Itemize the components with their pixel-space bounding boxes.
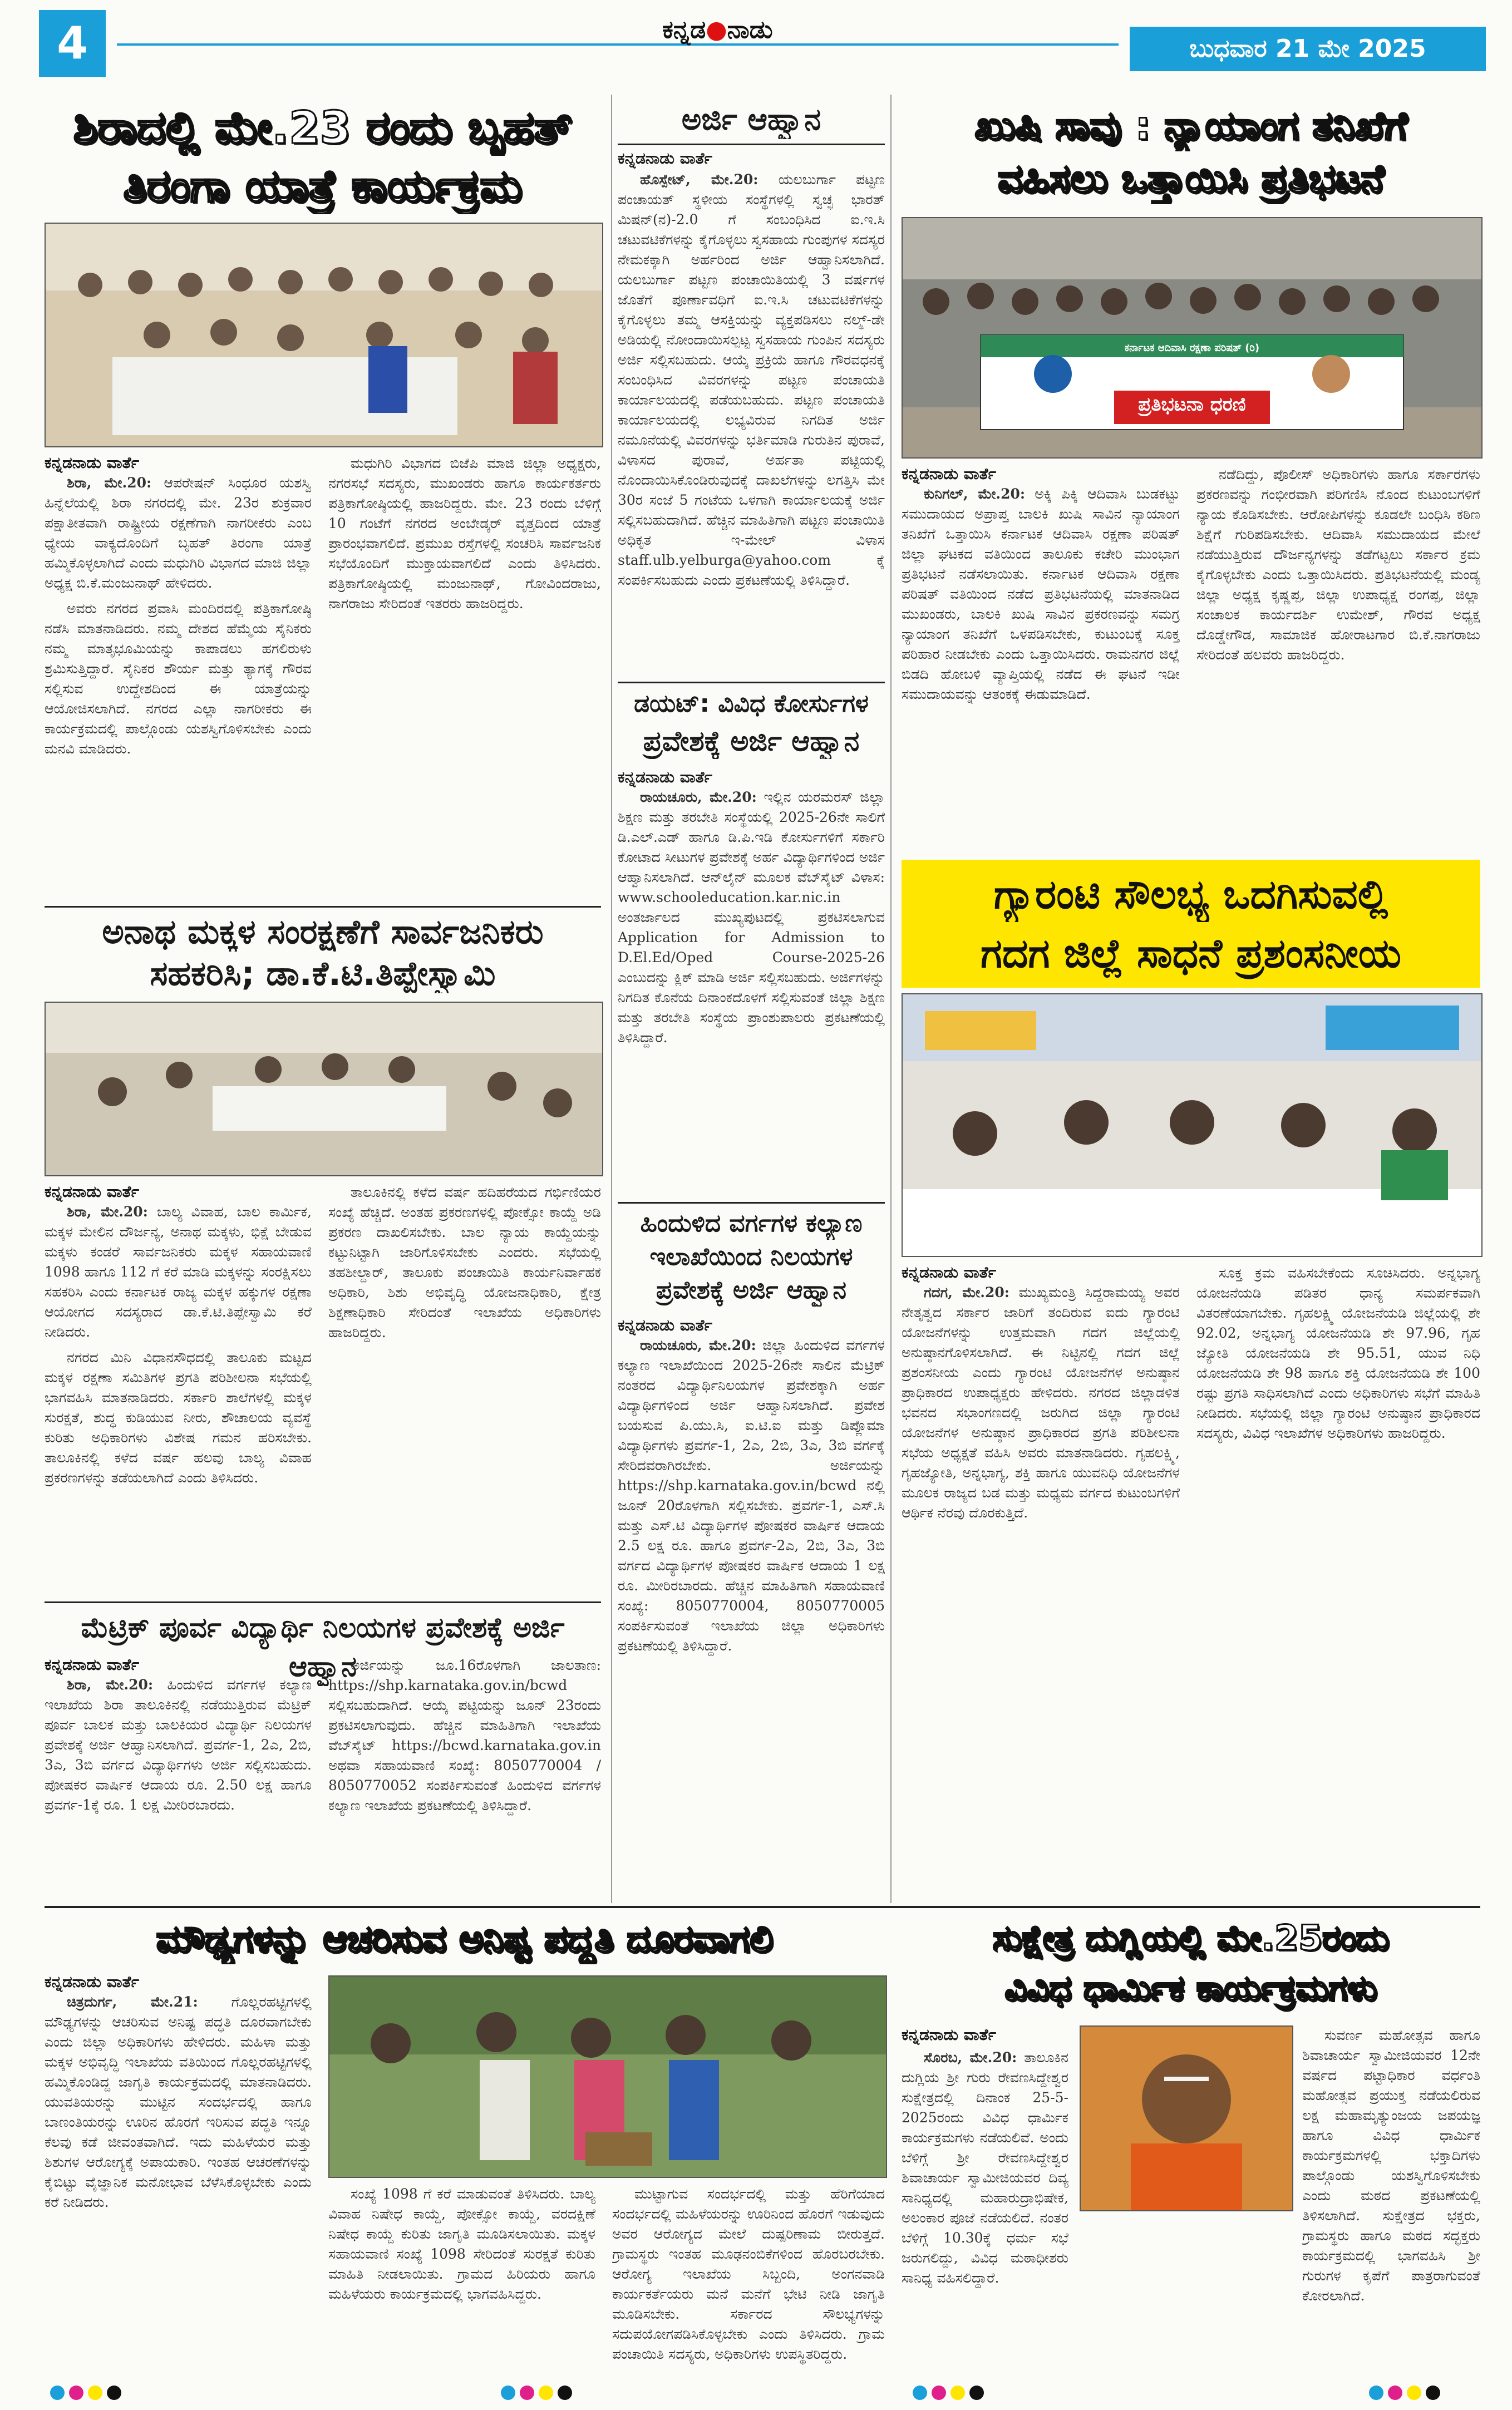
a1-text3: ಮಧುಗಿರಿ ವಿಭಾಗದ ಬಿಜೆಪಿ ಮಾಜಿ ಜಿಲ್ಲಾ ಅಧ್ಯಕ್ಷರು, ನಗರಸಭೆ ಸದಸ್ಯರು, ಮುಖಂಡರು ಹಾಗೂ ಕಾರ್ಯಕರ್ತರು ಪತ್ರಿಕಾಗೋಷ್ಠಿಯಲ್ಲಿ ಹಾಜರಿದ್ದರು. ಮೇ. 23 ರಂದು ಬೆಳಿಗ್ಗೆ 10 ಗಂಟೆಗೆ ನಗರದ ಅಂಬೇಡ್ಕರ್ ವೃತ್ತದಿಂದ ಯಾತ್ರೆ ಪ್ರಾರಂಭವಾಗಲಿದೆ. ಪ್ರಮುಖ ರಸ್ತೆಗಳಲ್ಲಿ ಸಂಚರಿಸಿ ಸಾರ್ವಜನಿಕ ಸಭೆಯೊಂದಿಗೆ ಮುಕ್ತಾಯವಾಗಲಿದೆ ಎಂದು ತಿಳಿಸಿದರು. ಪತ್ರಿಕಾಗೋಷ್ಠಿಯಲ್ಲಿ ಮಂಜುನಾಥ್, ಗೋವಿಂದರಾಜು, ನಾಗರಾಜು ಸೇರಿದಂತೆ ಇತರರು ಹಾಜರಿದ್ದರು. xyxy=(328,455,601,612)
a10-byline: ಕನ್ನಡನಾಡು ವಾರ್ತೆ xyxy=(902,2025,997,2044)
a1-photo xyxy=(45,223,603,447)
a1-title-line1: ಶಿರಾದಲ್ಲಿ ಮೇ.23 ರಂದು ಬೃಹತ್ xyxy=(73,102,573,154)
a5-text: ಇಲ್ಲಿನ ಯರಮರಸ್ ಜಿಲ್ಲಾ ಶಿಕ್ಷಣ ಮತ್ತು ತರಬೇತಿ ಸಂಸ್ಥೆಯಲ್ಲಿ 2025-26ನೇ ಸಾಲಿಗೆ ಡಿ.ಎಲ್.ಎಡ್ ಹಾಗೂ ಡಿ.ಪಿ.ಇಡಿ ಕೋರ್ಸುಗಳಿಗೆ ಸರ್ಕಾರಿ ಕೋಟಾದ ಸೀಟುಗಳ ಪ್ರವೇಶಕ್ಕೆ ಅರ್ಹ ವಿದ್ಯಾರ್ಥಿಗಳಿಂದ ಅರ್ಜಿ ಆಹ್ವಾನಿಸಲಾಗಿದೆ. ಆನ್‌ಲೈನ್ ಮೂಲಕ ವೆಬ್‌ಸೈಟ್ ವಿಳಾಸ: www.schooleducation.kar.nic.in ಅಂತರ್ಜಾಲದ ಮುಖ್ಯಪುಟದಲ್ಲಿ ಪ್ರಕಟಿಸಲಾಗುವ Application for Admission to D.El.Ed/Oped Course-2025-26 ಎಂಬುದನ್ನು ಕ್ಲಿಕ್ ಮಾಡಿ ಅರ್ಜಿ ಸಲ್ಲಿಸಬಹುದು. ಅರ್ಜಿಗಳನ್ನು ನಿಗದಿತ ಕೊನೆಯ ದಿನಾಂಕದೊಳಗೆ ಸಲ್ಲಿಸುವಂತೆ ಜಿಲ್ಲಾ ಶಿಕ್ಷಣ ಮತ್ತು ತರಬೇತಿ ಸಂಸ್ಥೆಯ ಪ್ರಾಂಶುಪಾಲರು ಪ್ರಕಟಣೆಯಲ್ಲಿ ತಿಳಿಸಿದ್ದಾರೆ. xyxy=(618,789,885,1046)
divider xyxy=(618,682,885,683)
a1-body-col2 xyxy=(328,454,601,901)
a10-body-col2 xyxy=(1302,2025,1480,2370)
masthead xyxy=(662,16,773,44)
a2-body-col2 xyxy=(328,1182,601,1597)
divider xyxy=(618,1202,885,1204)
a10-place: ಸೊರಬ, ಮೇ.20: xyxy=(924,2049,1017,2066)
masthead-b: ನಾಡು xyxy=(727,16,773,44)
a8-place: ಗದಗ, ಮೇ.20: xyxy=(924,1284,1010,1300)
a8-byline: ಕನ್ನಡನಾಡು ವಾರ್ತೆ xyxy=(902,1263,997,1282)
a7-title-line1: ಖುಷಿ ಸಾವು : ನ್ಯಾಯಾಂಗ ತನಿಖೆಗೆ xyxy=(974,103,1407,149)
swamiji-portrait-icon xyxy=(1081,2027,1292,2210)
a4-text: ಯಲಬುರ್ಗಾ ಪಟ್ಟಣ ಪಂಚಾಯತ್ ಸ್ಥಳೀಯ ಸಂಸ್ಥೆಗಳಲ್ಲಿ ಸ್ವಚ್ಛ ಭಾರತ್ ಮಿಷನ್(ನ)-2.0 ಗೆ ಸಂಬಂಧಿಸಿದ ಐ.ಇ.ಸಿ ಚಟುವಟಿಕೆಗಳನ್ನು ಕೈಗೊಳ್ಳಲು ಸ್ವಸಹಾಯ ಗುಂಪುಗಳ ಸದಸ್ಯರ ನೇಮಕಕ್ಕಾಗಿ ಅರ್ಹರಿಂದ ಅರ್ಜಿ ಆಹ್ವಾನಿಸಲಾಗಿದೆ. ಯಲಬುರ್ಗಾ ಪಟ್ಟಣ ಪಂಚಾಯಿತಿಯಲ್ಲಿ 3 ವರ್ಷಗಳ ಜೊತೆಗೆ ಪೂರ್ಣಾವಧಿಗೆ ಐ.ಇ.ಸಿ ಚಟುವಟಿಕೆಗಳನ್ನು ಕೈಗೊಳ್ಳಲು ತಮ್ಮ ಆಸಕ್ತಿಯನ್ನು ವ್ಯಕ್ತಪಡಿಸಲು ನಲ್ಮ್-ಡೇ ಅಡಿಯಲ್ಲಿ ನೋಂದಾಯಿಸಲ್ಪಟ್ಟ ಸ್ವಸಹಾಯ ಗುಂಪಿನ ಸದಸ್ಯರು ಅರ್ಜಿ ಸಲ್ಲಿಸಬಹುದು. ಆಯ್ಕೆ ಪ್ರಕ್ರಿಯೆ ಹಾಗೂ ಗೌರವಧನಕ್ಕೆ ಸಂಬಂಧಿಸಿದ ವಿವರಗಳನ್ನು ಪಟ್ಟಣ ಪಂಚಾಯತಿ ಕಾರ್ಯಾಲಯದಲ್ಲಿ ಪಡೆಯಬಹುದು. ಪಟ್ಟಣ ಪಂಚಾಯತಿ ಕಾರ್ಯಾಲಯದಲ್ಲಿ ಲಭ್ಯವಿರುವ ನಿಗದಿತ ಅರ್ಜಿ ನಮೂನೆಯಲ್ಲಿ ವಿವರಗಳನ್ನು ಭರ್ತಿಮಾಡಿ ಗುರುತಿನ ಪುರಾವೆ, ವಿಳಾಸದ ಪುರಾವೆ, ಅರ್ಹತಾ ಪಟ್ಟಿಯಲ್ಲಿ ನೊಂದಾಯಿಸಿಕೊಂಡಿರುವುದಕ್ಕೆ ದಾಖಲೆಗಳನ್ನು ಲಗತ್ತಿಸಿ ಮೇ 30ರ ಸಂಜೆ 5 ಗಂಟೆಯ ಒಳಗಾಗಿ ಕಾರ್ಯಾಲಯಕ್ಕೆ ಅರ್ಜಿ ಸಲ್ಲಿಸಬಹುದಾಗಿದೆ. ಹೆಚ್ಚಿನ ಮಾಹಿತಿಗಾಗಿ ಪಟ್ಟಣ ಪಂಚಾಯಿತಿ ಅಧಿಕೃತ ಇ-ಮೇಲ್ ವಿಳಾಸ staff.ulb.yelburga@yahoo.com ಕ್ಕೆ ಸಂಪರ್ಕಿಸಬಹುದು ಎಂದು ಪ್ರಕಟಣೆಯಲ್ಲಿ ತಿಳಿಸಿದ್ದಾರೆ. xyxy=(618,171,885,588)
a6-title-line1: ಹಿಂದುಳಿದ ವರ್ಗಗಳ ಕಲ್ಯಾಣ xyxy=(640,1209,863,1238)
a9-body-col1 xyxy=(45,1992,312,2370)
a1-title-line2: ತಿರಂಗಾ ಯಾತ್ರೆ ಕಾರ್ಯಕ್ರಮ xyxy=(123,160,523,212)
a6-place: ರಾಯಚೂರು, ಮೇ.20: xyxy=(640,1337,756,1353)
officials-photo-icon xyxy=(903,994,1481,1256)
a10-text2: ಸುವರ್ಣ ಮಹೋತ್ಸವ ಹಾಗೂ ಶಿವಾಚಾರ್ಯ ಸ್ವಾಮೀಜಿಯವರ 12ನೇ ವರ್ಷದ ಪಟ್ಟಾಧಿಕಾರ ವರ್ಧಂತಿ ಮಹೋತ್ಸವ ಪ್ರಯುಕ್ತ ನಡೆಯಲಿರುವ ಲಕ್ಷ ಮಹಾಮೃತ್ಯುಂಜಯ ಜಪಯಜ್ಞ ಹಾಗೂ ವಿವಿಧ ಧಾರ್ಮಿಕ ಕಾರ್ಯಕ್ರಮಗಳಲ್ಲಿ ಭಕ್ತಾದಿಗಳು ಪಾಲ್ಗೊಂಡು ಯಶಸ್ವಿಗೊಳಿಸಬೇಕು ಎಂದು ಮಠದ ಪ್ರಕಟಣೆಯಲ್ಲಿ ತಿಳಿಸಲಾಗಿದೆ. ಸುಕ್ಷೇತ್ರದ ಭಕ್ತರು, ಗ್ರಾಮಸ್ಥರು ಹಾಗೂ ಮಠದ ಸದ್ಭಕ್ತರು ಕಾರ್ಯಕ್ರಮದಲ್ಲಿ ಭಾಗವಹಿಸಿ ಶ್ರೀ ಗುರುಗಳ ಕೃಪೆಗೆ ಪಾತ್ರರಾಗುವಂತೆ ಕೋರಲಾಗಿದೆ. xyxy=(1302,2027,1480,2304)
a8-text1: ಮುಖ್ಯಮಂತ್ರಿ ಸಿದ್ದರಾಮಯ್ಯ ಅವರ ನೇತೃತ್ವದ ಸರ್ಕಾರ ಜಾರಿಗೆ ತಂದಿರುವ ಐದು ಗ್ಯಾರಂಟಿ ಯೋಜನೆಗಳನ್ನು ಉತ್ತಮವಾಗಿ ಗದಗ ಜಿಲ್ಲೆಯಲ್ಲಿ ಅನುಷ್ಠಾನಗೊಳಿಸಲಾಗಿದೆ. ಈ ನಿಟ್ಟಿನಲ್ಲಿ ಗದಗ ಜಿಲ್ಲೆ ಪ್ರಶಂಸನೀಯ ಎಂದು ಗ್ಯಾರಂಟಿ ಯೋಜನೆಗಳ ಅನುಷ್ಠಾನ ಪ್ರಾಧಿಕಾರದ ಉಪಾಧ್ಯಕ್ಷರು ಹೇಳಿದರು. ನಗರದ ಜಿಲ್ಲಾಡಳಿತ ಭವನದ ಸಭಾಂಗಣದಲ್ಲಿ ಜರುಗಿದ ಜಿಲ್ಲಾ ಗ್ಯಾರಂಟಿ ಯೋಜನೆಗಳ ಅನುಷ್ಠಾನ ಪ್ರಾಧಿಕಾರದ ಪ್ರಗತಿ ಪರಿಶೀಲನಾ ಸಭೆಯ ಅಧ್ಯಕ್ಷತೆ ವಹಿಸಿ ಅವರು ಮಾತನಾಡಿದರು. ಗೃಹಲಕ್ಷ್ಮಿ, ಗೃಹಜ್ಯೋತಿ, ಅನ್ನಭಾಗ್ಯ, ಶಕ್ತಿ ಹಾಗೂ ಯುವನಿಧಿ ಯೋಜನೆಗಳ ಮೂಲಕ ರಾಜ್ಯದ ಬಡ ಮತ್ತು ಮಧ್ಯಮ ವರ್ಗದ ಕುಟುಂಬಗಳಿಗೆ ಆರ್ಥಿಕ ನೆರವು ದೊರಕುತ್ತಿದೆ. xyxy=(902,1284,1180,1521)
a9-text3: ಮುಟ್ಟಾಗುವ ಸಂದರ್ಭದಲ್ಲಿ ಮತ್ತು ಹೆರಿಗೆಯಾದ ಸಂದರ್ಭದಲ್ಲಿ ಮಹಿಳೆಯರನ್ನು ಊರಿನಿಂದ ಹೊರಗೆ ಇಡುವುದು ಅವರ ಆರೋಗ್ಯದ ಮೇಲೆ ದುಷ್ಪರಿಣಾಮ ಬೀರುತ್ತದೆ. ಗ್ರಾಮಸ್ಥರು ಇಂತಹ ಮೂಢನಂಬಿಕೆಗಳಿಂದ ಹೊರಬರಬೇಕು. ಆರೋಗ್ಯ ಇಲಾಖೆಯ ಸಿಬ್ಬಂದಿ, ಅಂಗನವಾಡಿ ಕಾರ್ಯಕರ್ತೆಯರು ಮನೆ ಮನೆಗೆ ಭೇಟಿ ನೀಡಿ ಜಾಗೃತಿ ಮೂಡಿಸಬೇಕು. ಸರ್ಕಾರದ ಸೌಲಭ್ಯಗಳನ್ನು ಸದುಪಯೋಗಪಡಿಸಿಕೊಳ್ಳಬೇಕು ಎಂದು ತಿಳಿಸಿದರು. ಗ್ರಾಮ ಪಂಚಾಯಿತಿ ಸದಸ್ಯರು, ಅಧಿಕಾರಿಗಳು ಉಪಸ್ಥಿತರಿದ್ದರು. xyxy=(612,2186,885,2362)
a10-body-col1 xyxy=(902,2048,1068,2370)
a9-text2: ಸಂಖ್ಯೆ 1098 ಗೆ ಕರೆ ಮಾಡುವಂತೆ ತಿಳಿಸಿದರು. ಬಾಲ್ಯ ವಿವಾಹ ನಿಷೇಧ ಕಾಯ್ದೆ, ಪೋಕ್ಸೋ ಕಾಯ್ದೆ, ವರದಕ್ಷಿಣೆ ನಿಷೇಧ ಕಾಯ್ದೆ ಕುರಿತು ಜಾಗೃತಿ ಮೂಡಿಸಲಾಯಿತು. ಮಕ್ಕಳ ಸಹಾಯವಾಣಿ ಸಂಖ್ಯೆ 1098 ಸೇರಿದಂತೆ ಸುರಕ್ಷತೆ ಕುರಿತು ಮಾಹಿತಿ ನೀಡಲಾಯಿತು. ಗ್ರಾಮದ ಹಿರಿಯರು ಹಾಗೂ ಮಹಿಳೆಯರು ಕಾರ್ಯಕ್ರಮದಲ್ಲಿ ಭಾಗವಹಿಸಿದ್ದರು. xyxy=(328,2186,595,2302)
a7-banner: ಪ್ರತಿಭಟನಾ ಧರಣಿ xyxy=(1138,393,1246,416)
a3-place: ಶಿರಾ, ಮೇ.20: xyxy=(67,1677,154,1693)
a9-text1: ಗೊಲ್ಲರಹಟ್ಟಿಗಳಲ್ಲಿ ಮೌಢ್ಯಗಳನ್ನು ಆಚರಿಸುವ ಅನಿಷ್ಟ ಪದ್ಧತಿ ದೂರವಾಗಬೇಕು ಎಂದು ಜಿಲ್ಲಾ ಅಧಿಕಾರಿಗಳು ಹೇಳಿದರು. ಮಹಿಳಾ ಮತ್ತು ಮಕ್ಕಳ ಅಭಿವೃದ್ಧಿ ಇಲಾಖೆಯ ವತಿಯಿಂದ ಗೊಲ್ಲರಹಟ್ಟಿಗಳಲ್ಲಿ ಹಮ್ಮಿಕೊಂಡಿದ್ದ ಜಾಗೃತಿ ಕಾರ್ಯಕ್ರಮದಲ್ಲಿ ಮಾತನಾಡಿದರು. ಯುವತಿಯರನ್ನು ಮುಟ್ಟಿನ ಸಂದರ್ಭದಲ್ಲಿ ಹಾಗೂ ಬಾಣಂತಿಯರನ್ನು ಊರಿನ ಹೊರಗೆ ಇರಿಸುವ ಪದ್ಧತಿ ಇನ್ನೂ ಕೆಲವು ಕಡೆ ಜೀವಂತವಾಗಿದೆ. ಇದು ಮಹಿಳೆಯರ ಮತ್ತು ಶಿಶುಗಳ ಆರೋಗ್ಯಕ್ಕೆ ಅಪಾಯಕಾರಿ. ಇಂತಹ ಆಚರಣೆಗಳನ್ನು ಕೈಬಿಟ್ಟು ವೈಜ್ಞಾನಿಕ ಮನೋಭಾವ ಬೆಳೆಸಿಕೊಳ್ಳಬೇಕು ಎಂದು ಕರೆ ನೀಡಿದರು. xyxy=(45,1994,312,2210)
a6-body xyxy=(618,1335,885,1898)
a1-body-col1 xyxy=(45,473,312,901)
a5-byline: ಕನ್ನಡನಾಡು ವಾರ್ತೆ xyxy=(618,768,713,786)
column-separator xyxy=(611,95,612,1903)
a9-body-col3 xyxy=(612,2184,885,2370)
divider xyxy=(45,1906,1480,1908)
a5-title-line1: ಡಯಟ್: ವಿವಿಧ ಕೋರ್ಸುಗಳ xyxy=(634,689,869,718)
a3-text2: ಅರ್ಜಿಯನ್ನು ಜೂ.16ರೊಳಗಾಗಿ ಜಾಲತಾಣ: https://shp.karnataka.gov.in/bcwd ಸಲ್ಲಿಸಬಹುದಾಗಿದೆ. ಆಯ್ಕೆ ಪಟ್ಟಿಯನ್ನು ಜೂನ್ 23ರಂದು ಪ್ರಕಟಿಸಲಾಗುವುದು. ಹೆಚ್ಚಿನ ಮಾಹಿತಿಗಾಗಿ ಇಲಾಖೆಯ ವೆಬ್‌ಸೈಟ್ https://bcwd.karnataka.gov.in ಅಥವಾ ಸಹಾಯವಾಣಿ ಸಂಖ್ಯೆ: 8050770004 / 8050770052 ಸಂಪರ್ಕಿಸುವಂತೆ ಹಿಂದುಳಿದ ವರ್ಗಗಳ ಕಲ್ಯಾಣ ಇಲಾಖೆಯ ಪ್ರಕಟಣೆಯಲ್ಲಿ ತಿಳಿಸಿದ್ದಾರೆ. xyxy=(328,1657,601,1813)
a3-text1: ಹಿಂದುಳಿದ ವರ್ಗಗಳ ಕಲ್ಯಾಣ ಇಲಾಖೆಯ ಶಿರಾ ತಾಲೂಕಿನಲ್ಲಿ ನಡೆಯುತ್ತಿರುವ ಮೆಟ್ರಿಕ್ ಪೂರ್ವ ಬಾಲಕ ಮತ್ತು ಬಾಲಕಿಯರ ವಿದ್ಯಾರ್ಥಿ ನಿಲಯಗಳ ಪ್ರವೇಶಕ್ಕೆ ಅರ್ಜಿ ಆಹ್ವಾನಿಸಲಾಗಿದೆ. ಪ್ರವರ್ಗ-1, 2ಎ, 2ಬಿ, 3ಎ, 3ಬಿ ವರ್ಗದ ವಿದ್ಯಾರ್ಥಿಗಳು ಅರ್ಜಿ ಸಲ್ಲಿಸಬಹುದು. ಪೋಷಕರ ವಾರ್ಷಿಕ ಆದಾಯ ರೂ. 2.50 ಲಕ್ಷ ಹಾಗೂ ಪ್ರವರ್ಗ-1ಕ್ಕೆ ರೂ. 1 ಲಕ್ಷ ಮೀರಿರಬಾರದು. xyxy=(45,1677,312,1813)
registration-marks xyxy=(913,2386,988,2402)
a5-place: ರಾಯಚೂರು, ಮೇ.20: xyxy=(640,789,757,805)
registration-marks xyxy=(1369,2386,1445,2402)
registration-marks xyxy=(501,2386,577,2402)
issue-date: ಬುಧವಾರ 21 ಮೇ 2025 xyxy=(1130,27,1486,71)
a8-body-col1 xyxy=(902,1283,1180,1898)
divider xyxy=(45,906,601,908)
a6-title-line3: ಪ್ರವೇಶಕ್ಕೆ ಅರ್ಜಿ ಆಹ್ವಾನ xyxy=(656,1276,847,1304)
a7-body-col2 xyxy=(1196,465,1480,851)
a7-photo xyxy=(902,217,1483,459)
a4-body xyxy=(618,170,885,676)
plant-ceremony-photo-icon xyxy=(329,1977,886,2177)
a7-byline: ಕನ್ನಡನಾಡು ವಾರ್ತೆ xyxy=(902,465,997,483)
a7-banner-top: ಕರ್ನಾಟಕ ಆದಿವಾಸಿ ರಕ್ಷಣಾ ಪರಿಷತ್ (ರಿ) xyxy=(1124,342,1260,354)
a4-title: ಅರ್ಜಿ ಆಹ್ವಾನ xyxy=(681,102,821,137)
header-rule xyxy=(117,43,1119,46)
a8-title-line2: ಗದಗ ಜಿಲ್ಲೆ ಸಾಧನೆ ಪ್ರಶಂಸನೀಯ xyxy=(981,930,1401,977)
a3-body-col2 xyxy=(328,1655,601,1898)
a3-body-col1 xyxy=(45,1675,312,1898)
a2-place: ಶಿರಾ, ಮೇ.20: xyxy=(67,1204,148,1220)
a9-byline: ಕನ್ನಡನಾಡು ವಾರ್ತೆ xyxy=(45,1973,140,1991)
a8-text2: ಸೂಕ್ತ ಕ್ರಮ ವಹಿಸಬೇಕೆಂದು ಸೂಚಿಸಿದರು. ಅನ್ನಭಾಗ್ಯ ಯೋಜನೆಯಡಿ ಪಡಿತರ ಧಾನ್ಯ ಸಮರ್ಪಕವಾಗಿ ವಿತರಣೆಯಾಗಬೇಕು. ಗೃಹಲಕ್ಷ್ಮಿ ಯೋಜನೆಯಡಿ ಜಿಲ್ಲೆಯಲ್ಲಿ ಶೇ 92.02, ಅನ್ನಭಾಗ್ಯ ಯೋಜನೆಯಡಿ ಶೇ 97.96, ಗೃಹ ಜ್ಯೋತಿ ಯೋಜನೆಯಡಿ ಶೇ 95.51, ಯುವ ನಿಧಿ ಯೋಜನೆಯಡಿ ಶೇ 98 ಹಾಗೂ ಶಕ್ತಿ ಯೋಜನೆಯಡಿ ಶೇ 100 ರಷ್ಟು ಪ್ರಗತಿ ಸಾಧಿಸಲಾಗಿದೆ ಎಂದು ಅಧಿಕಾರಿಗಳು ಸಭೆಗೆ ಮಾಹಿತಿ ನೀಡಿದರು. ಸಭೆಯಲ್ಲಿ ಜಿಲ್ಲಾ ಗ್ಯಾರಂಟಿ ಅನುಷ್ಠಾನ ಪ್ರಾಧಿಕಾರದ ಸದಸ್ಯರು, ವಿವಿಧ ಇಲಾಖೆಗಳ ಅಧಿಕಾರಿಗಳು ಹಾಜರಿದ್ದರು. xyxy=(1196,1265,1480,1441)
a1-text2: ಅವರು ನಗರದ ಪ್ರವಾಸಿ ಮಂದಿರದಲ್ಲಿ ಪತ್ರಿಕಾಗೋಷ್ಠಿ ನಡೆಸಿ ಮಾತನಾಡಿದರು. ನಮ್ಮ ದೇಶದ ಹೆಮ್ಮೆಯ ಸೈನಿಕರು ನಮ್ಮ ಮಾತೃಭೂಮಿಯನ್ನು ಕಾಪಾಡಲು ಹಗಲಿರುಳು ಶ್ರಮಿಸುತ್ತಿದ್ದಾರೆ. ಸೈನಿಕರ ಶೌರ್ಯ ಮತ್ತು ತ್ಯಾಗಕ್ಕೆ ಗೌರವ ಸಲ್ಲಿಸುವ ಉದ್ದೇಶದಿಂದ ಈ ಯಾತ್ರೆಯನ್ನು ಆಯೋಜಿಸಲಾಗಿದೆ. ನಗರದ ಎಲ್ಲಾ ನಾಗರೀಕರು ಈ ಕಾರ್ಯಕ್ರಮದಲ್ಲಿ ಪಾಲ್ಗೊಂಡು ಯಶಸ್ವಿಗೊಳಿಸಬೇಕು ಎಂದು ಮನವಿ ಮಾಡಿದರು. xyxy=(45,600,312,757)
a2-title-line2: ಸಹಕರಿಸಿ; ಡಾ.ಕೆ.ಟಿ.ತಿಪ್ಪೇಸ್ವಾಮಿ xyxy=(150,954,496,993)
a8-title-banner xyxy=(902,860,1480,988)
a2-text3: ತಾಲೂಕಿನಲ್ಲಿ ಕಳೆದ ವರ್ಷ ಹದಿಹರೆಯದ ಗರ್ಭಿಣಿಯರ ಸಂಖ್ಯೆ ಹೆಚ್ಚಿದೆ. ಅಂತಹ ಪ್ರಕರಣಗಳಲ್ಲಿ ಪೋಕ್ಸೋ ಕಾಯ್ದೆ ಅಡಿ ಪ್ರಕರಣ ದಾಖಲಿಸಬೇಕು. ಬಾಲ ನ್ಯಾಯ ಕಾಯ್ದೆಯನ್ನು ಕಟ್ಟುನಿಟ್ಟಾಗಿ ಜಾರಿಗೊಳಿಸಬೇಕು ಎಂದರು. ಸಭೆಯಲ್ಲಿ ತಹಶೀಲ್ದಾರ್, ತಾಲೂಕು ಪಂಚಾಯಿತಿ ಕಾರ್ಯನಿರ್ವಾಹಕ ಅಧಿಕಾರಿ, ಶಿಶು ಅಭಿವೃದ್ಧಿ ಯೋಜನಾಧಿಕಾರಿ, ಕ್ಷೇತ್ರ ಶಿಕ್ಷಣಾಧಿಕಾರಿ ಸೇರಿದಂತೆ ಇಲಾಖೆಯ ಅಧಿಕಾರಿಗಳು ಹಾಜರಿದ್ದರು. xyxy=(328,1184,601,1340)
a10-title-line1: ಸುಕ್ಷೇತ್ರ ದುಗ್ಲಿಯಲ್ಲಿ ಮೇ.25ರಂದು xyxy=(992,1918,1390,1958)
a2-body-col1 xyxy=(45,1202,312,1597)
a9-photo xyxy=(328,1975,887,2178)
a2-text2: ನಗರದ ಮಿನಿ ವಿಧಾನಸೌಧದಲ್ಲಿ ತಾಲೂಕು ಮಟ್ಟದ ಮಕ್ಕಳ ರಕ್ಷಣಾ ಸಮಿತಿಗಳ ಪ್ರಗತಿ ಪರಿಶೀಲನಾ ಸಭೆಯಲ್ಲಿ ಭಾಗವಹಿಸಿ ಮಾತನಾಡಿದರು. ಸರ್ಕಾರಿ ಶಾಲೆಗಳಲ್ಲಿ ಮಕ್ಕಳ ಸುರಕ್ಷತೆ, ಶುದ್ಧ ಕುಡಿಯುವ ನೀರು, ಶೌಚಾಲಯ ವ್ಯವಸ್ಥೆ ಕುರಿತು ಅಧಿಕಾರಿಗಳು ವಿಶೇಷ ಗಮನ ಹರಿಸಬೇಕು. ತಾಲೂಕಿನಲ್ಲಿ ಕಳೆದ ವರ್ಷ ಹಲವು ಬಾಲ್ಯ ವಿವಾಹ ಪ್ರಕರಣಗಳನ್ನು ತಡೆಯಲಾಗಿದೆ ಎಂದು ತಿಳಿಸಿದರು. xyxy=(45,1349,312,1486)
page-header xyxy=(39,10,1486,82)
a6-byline: ಕನ್ನಡನಾಡು ವಾರ್ತೆ xyxy=(618,1316,713,1334)
a4-byline: ಕನ್ನಡನಾಡು ವಾರ್ತೆ xyxy=(618,149,713,167)
a5-body xyxy=(618,787,885,1196)
a2-photo xyxy=(45,1002,603,1176)
a1-place: ಶಿರಾ, ಮೇ.20: xyxy=(67,475,152,491)
masthead-a: ಕನ್ನಡ xyxy=(662,16,706,44)
a7-title-line2: ವಹಿಸಲು ಒತ್ತಾಯಿಸಿ ಪ್ರತಿಭಟನೆ xyxy=(998,156,1384,201)
a8-body-col2 xyxy=(1196,1263,1480,1898)
a1-text1: ಆಪರೇಷನ್ ಸಿಂಧೂರ ಯಶಸ್ವಿ ಹಿನ್ನೆಲೆಯಲ್ಲಿ ಶಿರಾ ನಗರದಲ್ಲಿ ಮೇ. 23ರ ಶುಕ್ರವಾರ ಪಕ್ಷಾತೀತವಾಗಿ ರಾಷ್ಟ್ರೀಯ ರಕ್ಷಣೆಗಾಗಿ ನಾಗರೀಕರು ಎಂಬ ಧ್ಯೇಯ ವಾಕ್ಯದೊಂದಿಗೆ ಬೃಹತ್ ತಿರಂಗಾ ಯಾತ್ರೆ ಹಮ್ಮಿಕೊಳ್ಳಲಾಗಿದೆ ಎಂದು ಮಧುಗಿರಿ ವಿಭಾಗದ ಮಾಜಿ ಜಿಲ್ಲಾ ಅಧ್ಯಕ್ಷ ಬಿ.ಕೆ.ಮಂಜುನಾಥ್ ಹೇಳಿದರು. xyxy=(45,475,312,591)
a2-title-line1: ಅನಾಥ ಮಕ್ಕಳ ಸಂರಕ್ಷಣೆಗೆ ಸಾರ್ವಜನಿಕರು xyxy=(102,913,544,952)
a7-body-col1 xyxy=(902,484,1180,851)
a2-text1: ಬಾಲ್ಯ ವಿವಾಹ, ಬಾಲ ಕಾರ್ಮಿಕ, ಮಕ್ಕಳ ಮೇಲಿನ ದೌರ್ಜನ್ಯ, ಅನಾಥ ಮಕ್ಕಳು, ಭಿಕ್ಷೆ ಬೇಡುವ ಮಕ್ಕಳು ಕಂಡರೆ ಸಾರ್ವಜನಿಕರು ಮಕ್ಕಳ ಸಹಾಯವಾಣಿ 1098 ಹಾಗೂ 112 ಗೆ ಕರೆ ಮಾಡಿ ಮಕ್ಕಳನ್ನು ಸಂರಕ್ಷಿಸಲು ಸಹಕರಿಸಿ ಎಂದು ಕರ್ನಾಟಕ ರಾಜ್ಯ ಮಕ್ಕಳ ಹಕ್ಕುಗಳ ರಕ್ಷಣಾ ಆಯೋಗದ ಸದಸ್ಯರಾದ ಡಾ.ಕೆ.ಟಿ.ತಿಪ್ಪೇಸ್ವಾಮಿ ಕರೆ ನೀಡಿದರು. xyxy=(45,1204,312,1340)
registration-marks xyxy=(50,2386,126,2402)
column-separator xyxy=(890,95,892,1903)
a5-title-line2: ಪ್ರವೇಶಕ್ಕೆ ಅರ್ಜಿ ಆಹ್ವಾನ xyxy=(643,725,860,757)
a8-title-line1: ಗ್ಯಾರಂಟಿ ಸೌಲಭ್ಯ ಒದಗಿಸುವಲ್ಲಿ xyxy=(993,871,1388,918)
protest-photo-icon xyxy=(903,218,1481,457)
a10-title-line2: ವಿವಿಧ ಧಾರ್ಮಿಕ ಕಾರ್ಯಕ್ರಮಗಳು xyxy=(1004,1968,1377,2008)
a3-byline: ಕನ್ನಡನಾಡು ವಾರ್ತೆ xyxy=(45,1655,140,1674)
a3-title: ಮೆಟ್ರಿಕ್ ಪೂರ್ವ ವಿದ್ಯಾರ್ಥಿ ನಿಲಯಗಳ ಪ್ರವೇಶಕ್ಕೆ ಅರ್ಜಿ ಆಹ್ವಾನ xyxy=(81,1611,565,1683)
group-photo-icon xyxy=(46,224,602,446)
a10-photo xyxy=(1080,2025,1293,2211)
masthead-sep: ● xyxy=(706,16,727,44)
a2-byline: ಕನ್ನಡನಾಡು ವಾರ್ತೆ xyxy=(45,1182,140,1201)
a9-body-col2 xyxy=(328,2184,595,2370)
a10-text1: ತಾಲೂಕಿನ ದುಗ್ಲಿಯ ಶ್ರೀ ಗುರು ರೇವಣಸಿದ್ದೇಶ್ವರ ಸುಕ್ಷೇತ್ರದಲ್ಲಿ ದಿನಾಂಕ 25-5-2025ರಂದು ವಿವಿಧ ಧಾರ್ಮಿಕ ಕಾರ್ಯಕ್ರಮಗಳು ನಡೆಯಲಿವೆ. ಅಂದು ಬೆಳಿಗ್ಗೆ ಶ್ರೀ ರೇವಣಸಿದ್ದೇಶ್ವರ ಶಿವಾಚಾರ್ಯ ಸ್ವಾಮೀಜಿಯವರ ದಿವ್ಯ ಸಾನಿಧ್ಯದಲ್ಲಿ ಮಹಾರುದ್ರಾಭಿಷೇಕ, ಅಲಂಕಾರ ಪೂಜೆ ನಡೆಯಲಿದೆ. ನಂತರ ಬೆಳಿಗ್ಗೆ 10.30ಕ್ಕೆ ಧರ್ಮ ಸಭೆ ಜರುಗಲಿದ್ದು, ವಿವಿಧ ಮಠಾಧೀಶರು ಸಾನಿಧ್ಯ ವಹಿಸಲಿದ್ದಾರೆ. xyxy=(902,2049,1068,2286)
divider xyxy=(45,1601,601,1603)
meeting-photo-icon xyxy=(46,1003,602,1175)
a4-place: ಹೊಸ್ಪೇಟ್, ಮೇ.20: xyxy=(640,171,759,188)
a1-byline: ಕನ್ನಡನಾಡು ವಾರ್ತೆ xyxy=(45,454,140,472)
page-number: 4 xyxy=(39,10,106,77)
a7-text1: ಅಕ್ಕಿ ಪಿಕ್ಕಿ ಆದಿವಾಸಿ ಬುಡಕಟ್ಟು ಸಮುದಾಯದ ಅಪ್ರಾಪ್ತ ಬಾಲಕಿ ಖುಷಿ ಸಾವಿನ ನ್ಯಾಯಾಂಗ ತನಿಖೆಗೆ ಒತ್ತಾಯಿಸಿ ಕರ್ನಾಟಕ ಆದಿವಾಸಿ ರಕ್ಷಣಾ ಪರಿಷತ್ ಜಿಲ್ಲಾ ಘಟಕದ ವತಿಯಿಂದ ತಾಲೂಕು ಕಚೇರಿ ಮುಂಭಾಗ ಪ್ರತಿಭಟನೆ ನಡೆಸಲಾಯಿತು. ಕರ್ನಾಟಕ ಆದಿವಾಸಿ ರಕ್ಷಣಾ ಪರಿಷತ್ ವತಿಯಿಂದ ನಡೆದ ಪ್ರತಿಭಟನೆಯಲ್ಲಿ ಮಾತನಾಡಿದ ಮುಖಂಡರು, ಬಾಲಕಿ ಖುಷಿ ಸಾವಿನ ಪ್ರಕರಣವನ್ನು ಸಮಗ್ರ ನ್ಯಾಯಾಂಗ ತನಿಖೆಗೆ ಒಳಪಡಿಸಬೇಕು, ಕುಟುಂಬಕ್ಕೆ ಸೂಕ್ತ ಪರಿಹಾರ ನೀಡಬೇಕು ಎಂದು ಒತ್ತಾಯಿಸಿದರು. ರಾಮನಗರ ಜಿಲ್ಲೆ ಬಿಡದಿ ಹೋಬಳಿ ವ್ಯಾಪ್ತಿಯಲ್ಲಿ ನಡೆದ ಈ ಘಟನೆ ಇಡೀ ಸಮುದಾಯವನ್ನು ಆತಂಕಕ್ಕೆ ಈಡುಮಾಡಿದೆ. xyxy=(902,486,1180,702)
a9-title: ಮೌಢ್ಯಗಳನ್ನು ಆಚರಿಸುವ ಅನಿಷ್ಟ ಪದ್ಧತಿ ದೂರವಾಗಲಿ xyxy=(156,1918,774,1960)
a8-photo xyxy=(902,993,1483,1257)
a9-place: ಚಿತ್ರದುರ್ಗ, ಮೇ.21: xyxy=(67,1994,198,2010)
a7-text2: ನಡೆದಿದ್ದು, ಪೊಲೀಸ್ ಅಧಿಕಾರಿಗಳು ಹಾಗೂ ಸರ್ಕಾರಗಳು ಪ್ರಕರಣವನ್ನು ಗಂಭೀರವಾಗಿ ಪರಿಗಣಿಸಿ ನೊಂದ ಕುಟುಂಬಗಳಿಗೆ ನ್ಯಾಯ ಕೊಡಿಸಬೇಕು. ಆರೋಪಿಗಳನ್ನು ಕೂಡಲೇ ಬಂಧಿಸಿ ಕಠಿಣ ಶಿಕ್ಷೆಗೆ ಗುರಿಪಡಿಸಬೇಕು. ಆದಿವಾಸಿ ಸಮುದಾಯದ ಮೇಲೆ ನಡೆಯುತ್ತಿರುವ ದೌರ್ಜನ್ಯಗಳನ್ನು ತಡೆಗಟ್ಟಲು ಸರ್ಕಾರ ಕ್ರಮ ಕೈಗೊಳ್ಳಬೇಕು ಎಂದು ಒತ್ತಾಯಿಸಿದರು. ಪ್ರತಿಭಟನೆಯಲ್ಲಿ ಮಂಡ್ಯ ಜಿಲ್ಲಾ ಅಧ್ಯಕ್ಷ ಕೃಷ್ಣಪ್ಪ, ಜಿಲ್ಲಾ ಉಪಾಧ್ಯಕ್ಷ ರಂಗಪ್ಪ, ಜಿಲ್ಲಾ ಸಂಚಾಲಕ ಕಾರ್ಯದರ್ಶಿ ಉಮೇಶ್, ಗೌರವ ಅಧ್ಯಕ್ಷ ದೊಡ್ಡೇಗೌಡ, ಸಾಮಾಜಿಕ ಹೋರಾಟಗಾರ ಬಿ.ಕೆ.ನಾಗರಾಜು ಸೇರಿದಂತೆ ಹಲವರು ಹಾಜರಿದ್ದರು. xyxy=(1196,466,1480,663)
a6-text: ಜಿಲ್ಲಾ ಹಿಂದುಳಿದ ವರ್ಗಗಳ ಕಲ್ಯಾಣ ಇಲಾಖೆಯಿಂದ 2025-26ನೇ ಸಾಲಿನ ಮೆಟ್ರಿಕ್ ನಂತರದ ವಿದ್ಯಾರ್ಥಿನಿಲಯಗಳ ಪ್ರವೇಶಕ್ಕಾಗಿ ಅರ್ಹ ವಿದ್ಯಾರ್ಥಿಗಳಿಂದ ಅರ್ಜಿ ಆಹ್ವಾನಿಸಲಾಗಿದೆ. ಪ್ರವೇಶ ಬಯಸುವ ಪಿ.ಯು.ಸಿ, ಐ.ಟಿ.ಐ ಮತ್ತು ಡಿಪ್ಲೊಮಾ ವಿದ್ಯಾರ್ಥಿಗಳು ಪ್ರವರ್ಗ-1, 2ಎ, 2ಬಿ, 3ಎ, 3ಬಿ ವರ್ಗಕ್ಕೆ ಸೇರಿದವರಾಗಿರಬೇಕು. ಅರ್ಜಿಯನ್ನು https://shp.karnataka.gov.in/bcwd ನಲ್ಲಿ ಜೂನ್ 20ರೊಳಗಾಗಿ ಸಲ್ಲಿಸಬೇಕು. ಪ್ರವರ್ಗ-1, ಎಸ್.ಸಿ ಮತ್ತು ಎಸ್.ಟಿ ವಿದ್ಯಾರ್ಥಿಗಳ ಪೋಷಕರ ವಾರ್ಷಿಕ ಆದಾಯ 2.5 ಲಕ್ಷ ರೂ. ಹಾಗೂ ಪ್ರವರ್ಗ-2ಎ, 2ಬಿ, 3ಎ, 3ಬಿ ವರ್ಗದ ವಿದ್ಯಾರ್ಥಿಗಳ ಪೋಷಕರ ವಾರ್ಷಿಕ ಆದಾಯ 1 ಲಕ್ಷ ರೂ. ಮೀರಿರಬಾರದು. ಹೆಚ್ಚಿನ ಮಾಹಿತಿಗಾಗಿ ಸಹಾಯವಾಣಿ ಸಂಖ್ಯೆ: 8050770004, 8050770005 ಸಂಪರ್ಕಿಸುವಂತೆ ಇಲಾಖೆಯ ಜಿಲ್ಲಾ ಅಧಿಕಾರಿಗಳು ಪ್ರಕಟಣೆಯಲ್ಲಿ ತಿಳಿಸಿದ್ದಾರೆ. xyxy=(618,1337,885,1654)
divider xyxy=(618,144,885,145)
a7-place: ಕುನಿಗಲ್, ಮೇ.20: xyxy=(924,486,1026,502)
a6-title-line2: ಇಲಾಖೆಯಿಂದ ನಿಲಯಗಳ xyxy=(649,1243,853,1271)
